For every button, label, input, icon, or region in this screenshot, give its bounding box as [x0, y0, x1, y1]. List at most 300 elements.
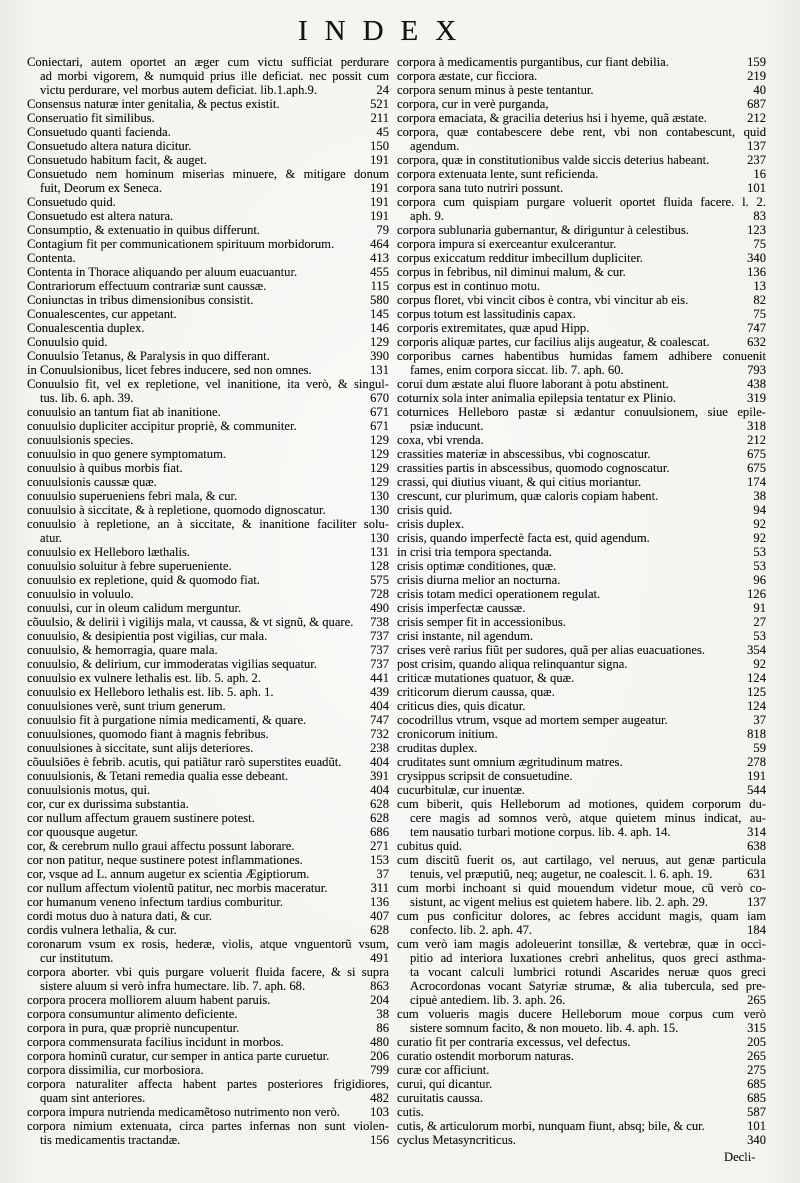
page-number: 92 [753, 657, 766, 671]
page-number: 464 [370, 237, 389, 251]
page-number: 101 [747, 181, 766, 195]
entry-text: Consuetudo habitum facit, & auget. [27, 153, 207, 167]
page-number: 82 [753, 293, 766, 307]
entry-text: conuulsionis motus, qui. [27, 783, 151, 797]
page-number: 404 [370, 755, 389, 769]
entry-text: conuulsio, & delirium, cur immoderatas vigilias sequatur. [27, 657, 317, 671]
entry-text: cum morbi inchoant si quid mouendum videtur moue, cũ verò co- [397, 881, 766, 895]
page-number: 45 [376, 125, 389, 139]
page-number: 575 [370, 573, 389, 587]
entry-line [27, 531, 389, 545]
index-entry [27, 503, 389, 517]
index-entry [27, 419, 389, 433]
entry-line [27, 797, 389, 811]
index-entry [27, 545, 389, 559]
entry-line [397, 909, 766, 923]
page-number: 137 [747, 895, 766, 909]
index-entry [27, 895, 389, 909]
index-entry [397, 937, 766, 1007]
index-entry [397, 489, 766, 503]
entry-text: crassities partis in abscessibus, quomodo cognoscatur. [397, 461, 670, 475]
entry-line [27, 405, 389, 419]
index-entry [397, 1077, 766, 1091]
entry-line [397, 839, 766, 853]
entry-line [27, 97, 389, 111]
index-entry [27, 937, 389, 965]
entry-line [27, 1077, 389, 1091]
entry-text: Coniunctas in tribus dimensionibus consistit. [27, 293, 254, 307]
entry-text: curatio fit per contraria excessus, vel defectus. [397, 1035, 631, 1049]
page-number: 793 [747, 363, 766, 377]
entry-text: corpora in pura, quæ propriè nuncupentur. [27, 1021, 240, 1035]
entry-line [27, 125, 389, 139]
index-entry [27, 55, 389, 97]
entry-line [397, 419, 766, 433]
entry-line [397, 1133, 766, 1147]
entry-text: cere magis ad somnos verò, atque quietem minus indicat, au- [410, 811, 766, 825]
page-number: 37 [753, 713, 766, 727]
entry-line [27, 391, 389, 405]
entry-text: cum volueris magis ducere Helleborum moue corpus cum verò [397, 1007, 766, 1021]
entry-line [27, 853, 389, 867]
entry-text: cutis. [397, 1105, 424, 1119]
page-number: 314 [747, 825, 766, 839]
page-number: 271 [370, 839, 389, 853]
entry-text: curæ cor afficiunt. [397, 1063, 490, 1077]
index-entry [27, 643, 389, 657]
entry-text: corpora æstate, cur ficciora. [397, 69, 538, 83]
entry-text: Contenta. [27, 251, 76, 265]
entry-text: corpora à medicamentis purgantibus, cur fiant debilia. [397, 55, 669, 69]
entry-text: Consensus naturæ inter genitalia, & pectus existit. [27, 97, 280, 111]
entry-text: corpora senum minus à peste tentantur. [397, 83, 594, 97]
entry-line [397, 83, 766, 97]
entry-line [27, 251, 389, 265]
index-entry [27, 727, 389, 741]
entry-text: tem nausatio turbari motione corpus. lib. 4. aph. 14. [410, 825, 671, 839]
page-number: 38 [376, 1007, 389, 1021]
page-number: 265 [747, 993, 766, 1007]
page-number: 521 [370, 97, 389, 111]
index-entry [27, 335, 389, 349]
entry-line [27, 685, 389, 699]
index-entry [27, 615, 389, 629]
index-entry [397, 153, 766, 167]
entry-line [397, 195, 766, 209]
index-entry [27, 769, 389, 783]
entry-line [397, 69, 766, 83]
index-entry [27, 1119, 389, 1147]
entry-line [397, 167, 766, 181]
index-entry [27, 601, 389, 615]
entry-line [27, 279, 389, 293]
page-number: 150 [370, 139, 389, 153]
page-number: 737 [370, 629, 389, 643]
entry-line [27, 475, 389, 489]
entry-line [397, 811, 766, 825]
entry-text: cor humanum veneno infectum tardius comburitur. [27, 895, 284, 909]
index-entry [27, 867, 389, 881]
page-number: 137 [747, 139, 766, 153]
entry-text: cõuulsio, & delirii ì vigilijs mala, vt caussa, & vt signũ, & quare. [27, 615, 354, 629]
index-entry [397, 307, 766, 321]
entry-text: cor non patitur, neque sustinere potest inflammationes. [27, 853, 303, 867]
page-number: 580 [370, 293, 389, 307]
page-number: 818 [747, 727, 766, 741]
page-number: 638 [747, 839, 766, 853]
page-number: 94 [753, 503, 766, 517]
page-number: 799 [370, 1063, 389, 1077]
index-entry [27, 139, 389, 153]
page-number: 27 [753, 615, 766, 629]
entry-line [397, 587, 766, 601]
entry-line [27, 923, 389, 937]
page-number: 75 [753, 307, 766, 321]
entry-text: corpora hominũ curatur, cur semper in antica parte curuetur. [27, 1049, 330, 1063]
entry-text: conuulsio soluitur à febre superueniente. [27, 559, 232, 573]
page-number: 13 [753, 279, 766, 293]
entry-line [397, 405, 766, 419]
entry-line [397, 1119, 766, 1133]
entry-line [27, 573, 389, 587]
entry-line [397, 517, 766, 531]
entry-line [27, 727, 389, 741]
entry-text: ad morbi vigorem, & numquid prius ille deficiat. nec possit cum [40, 69, 389, 83]
page-number: 153 [370, 853, 389, 867]
entry-line [27, 601, 389, 615]
index-entry [397, 335, 766, 349]
entry-text: corpora nimium extenuata, circa partes infernas non sunt violen- [27, 1119, 389, 1133]
index-entry [397, 1063, 766, 1077]
entry-line [397, 797, 766, 811]
entry-line [397, 629, 766, 643]
entry-text: coxa, vbi vrenda. [397, 433, 484, 447]
entry-text: conuulsio à quibus morbis fiat. [27, 461, 183, 475]
index-entry [397, 881, 766, 909]
entry-text: conuulsio, & desipientia post vigilias, cur mala. [27, 629, 268, 643]
index-entry [27, 307, 389, 321]
entry-text: corpora procera molliorem aluum habent paruis. [27, 993, 271, 1007]
entry-text: corpus exiccatum redditur imbecillum dupliciter. [397, 251, 643, 265]
index-entry [27, 1049, 389, 1063]
entry-text: Conuulsio quid. [27, 335, 108, 349]
entry-line [27, 167, 389, 181]
entry-line [27, 1063, 389, 1077]
page-number: 92 [753, 531, 766, 545]
entry-text: cipuè antediem. lib. 3. aph. 26. [410, 993, 566, 1007]
entry-line [27, 307, 389, 321]
page-number: 129 [370, 475, 389, 489]
index-entry [27, 699, 389, 713]
entry-text: corpora, cur in verè purganda, [397, 97, 549, 111]
index-entry [397, 1035, 766, 1049]
entry-line [27, 615, 389, 629]
entry-line [397, 363, 766, 377]
page-number: 490 [370, 601, 389, 615]
entry-text: curuitatis caussa. [397, 1091, 484, 1105]
page-number: 211 [370, 111, 389, 125]
page-number: 404 [370, 699, 389, 713]
index-entry [27, 517, 389, 545]
entry-line [397, 657, 766, 671]
index-entry [397, 1007, 766, 1035]
index-entry [27, 349, 389, 363]
page-number: 391 [370, 769, 389, 783]
entry-text: victu perdurare, vel morbus autem deficiat. lib.1.aph.9. [40, 83, 317, 97]
entry-text: cur institutum. [40, 951, 114, 965]
entry-text: conuulsiones verè, sunt trium generum. [27, 699, 226, 713]
index-entry [397, 741, 766, 755]
entry-line [397, 377, 766, 391]
entry-text: crisi instante, nil agendum. [397, 629, 534, 643]
index-entry [397, 83, 766, 97]
entry-text: psiæ inducunt. [410, 419, 484, 433]
page-number: 204 [370, 993, 389, 1007]
index-entry [397, 909, 766, 937]
entry-line [27, 209, 389, 223]
page-number: 103 [370, 1105, 389, 1119]
index-entry [397, 727, 766, 741]
right-column [397, 55, 766, 1147]
index-entry [27, 965, 389, 993]
page-number: 24 [376, 83, 389, 97]
index-entry [397, 573, 766, 587]
entry-text: conuulsio superueniens febri mala, & cur. [27, 489, 238, 503]
entry-line [27, 489, 389, 503]
index-entry [27, 447, 389, 461]
page-number: 125 [747, 685, 766, 699]
index-entry [397, 279, 766, 293]
page-number: 146 [370, 321, 389, 335]
page-number: 219 [747, 69, 766, 83]
entry-text: Contagium fit per communicationem spirituum morbidorum. [27, 237, 335, 251]
entry-text: Conualescentia duplex. [27, 321, 145, 335]
index-entry [397, 699, 766, 713]
entry-text: conuulsio ex repletione, quid & quomodo fiat. [27, 573, 260, 587]
entry-line [397, 881, 766, 895]
index-entry [27, 363, 389, 377]
entry-text: tus. lib. 6. aph. 39. [40, 391, 134, 405]
entry-line [397, 125, 766, 139]
entry-text: conuulsio ex Helleboro læthalis. [27, 545, 190, 559]
entry-line [27, 517, 389, 531]
entry-text: corpora cum quispiam purgare voluerit oportet fluida facere. l. 2. [397, 195, 766, 209]
entry-text: corpora aborter. vbi quis purgare voluerit fluida facere, & si supra [27, 965, 389, 979]
index-entry [27, 671, 389, 685]
entry-line [397, 573, 766, 587]
index-entry [27, 853, 389, 867]
entry-text: conuulsio ex vulnere lethalis est. lib. 5. aph. 2. [27, 671, 261, 685]
index-entry [397, 755, 766, 769]
index-entry [397, 181, 766, 195]
index-entry [27, 167, 389, 195]
page-number: 212 [747, 433, 766, 447]
entry-line [397, 741, 766, 755]
index-entry [27, 923, 389, 937]
entry-text: conuulsionis species. [27, 433, 134, 447]
page-number: 129 [370, 433, 389, 447]
entry-line [27, 433, 389, 447]
entry-line [397, 139, 766, 153]
page-number: 37 [376, 867, 389, 881]
entry-text: in crisi tria tempora spectanda. [397, 545, 552, 559]
entry-text: Consuetudo quid. [27, 195, 116, 209]
index-title: INDEX [298, 15, 474, 47]
index-entry [397, 1119, 766, 1133]
entry-text: agendum. [410, 139, 460, 153]
entry-line [27, 839, 389, 853]
index-entry [27, 825, 389, 839]
entry-text: quam sint anteriores. [40, 1091, 146, 1105]
page-number: 174 [747, 475, 766, 489]
index-entry [397, 783, 766, 797]
entry-line [397, 181, 766, 195]
index-entry [27, 1105, 389, 1119]
entry-text: sistere aluum si verò infra humectare. lib. 7. aph. 68. [40, 979, 306, 993]
page-number: 75 [753, 237, 766, 251]
entry-line [397, 391, 766, 405]
page-number: 129 [370, 335, 389, 349]
index-entry [27, 909, 389, 923]
page-number: 159 [747, 55, 766, 69]
entry-text: tis medicamentis tractandæ. [40, 1133, 181, 1147]
entry-text: Coniectari, autem oportet an æger cum victu sufficiat perdurare [27, 55, 389, 69]
page-number: 130 [370, 531, 389, 545]
entry-line [397, 895, 766, 909]
page-number: 205 [747, 1035, 766, 1049]
entry-line [27, 825, 389, 839]
entry-text: cocodrillus vtrum, vsque ad mortem semper augeatur. [397, 713, 668, 727]
page-number: 130 [370, 489, 389, 503]
page-number: 340 [747, 1133, 766, 1147]
page-number: 191 [370, 153, 389, 167]
entry-text: corpora commensurata facilius incidunt in morbos. [27, 1035, 284, 1049]
index-entry [27, 195, 389, 209]
entry-text: coronarum vsum ex rosis, hederæ, violis, atque vnguentorũ vsum, [27, 937, 389, 951]
page-number: 737 [370, 643, 389, 657]
entry-text: conuulsio in voluulo. [27, 587, 134, 601]
page-number: 628 [370, 797, 389, 811]
entry-line [27, 265, 389, 279]
entry-text: corpus totum est lassitudinis capax. [397, 307, 576, 321]
entry-text: sistere somnum facito, & non moueto. lib. 4. aph. 15. [410, 1021, 679, 1035]
index-entry [397, 223, 766, 237]
page-number: 136 [370, 895, 389, 909]
entry-line [397, 643, 766, 657]
entry-line [27, 741, 389, 755]
entry-line [27, 321, 389, 335]
entry-text: in Conuulsionibus, licet febres inducere, sed non omnes. [27, 363, 312, 377]
index-entry [397, 545, 766, 559]
page-number: 671 [370, 419, 389, 433]
entry-line [27, 937, 389, 951]
entry-line [397, 153, 766, 167]
page-number: 206 [370, 1049, 389, 1063]
page-number: 687 [747, 97, 766, 111]
entry-line [27, 587, 389, 601]
index-entry [397, 405, 766, 433]
entry-text: tenuis, vel præputiũ, neq; augetur, ne coalescit. l. 6. aph. 19. [410, 867, 713, 881]
entry-line [397, 559, 766, 573]
entry-text: crisis duplex. [397, 517, 465, 531]
index-entry [397, 111, 766, 125]
entry-text: conuulsi, cur in oleum calidum merguntur. [27, 601, 242, 615]
entry-text: cor, vsque ad L. annum augetur ex scientia Ægiptiorum. [27, 867, 310, 881]
catchword: Decli- [724, 1150, 756, 1164]
entry-line [27, 643, 389, 657]
page-number: 145 [370, 307, 389, 321]
index-entry [27, 1007, 389, 1021]
entry-text: crisis semper fit in accessionibus. [397, 615, 566, 629]
index-entry [397, 559, 766, 573]
entry-line [397, 279, 766, 293]
entry-line [397, 755, 766, 769]
entry-line [397, 1105, 766, 1119]
index-entry [397, 769, 766, 783]
index-entry [397, 1091, 766, 1105]
entry-line [27, 335, 389, 349]
entry-text: cubitus quid. [397, 839, 463, 853]
entry-line [27, 951, 389, 965]
entry-text: crassities materiæ in abscessibus, vbi cognoscatur. [397, 447, 651, 461]
entry-line [397, 433, 766, 447]
entry-line [27, 1091, 389, 1105]
entry-line [27, 1119, 389, 1133]
page-number: 86 [376, 1021, 389, 1035]
entry-line [27, 447, 389, 461]
entry-line [397, 783, 766, 797]
index-entry [27, 489, 389, 503]
page-number: 275 [747, 1063, 766, 1077]
entry-text: cor nullum affectum grauem sustinere potest. [27, 811, 255, 825]
index-entry [27, 797, 389, 811]
entry-text: atur. [40, 531, 63, 545]
entry-line [397, 615, 766, 629]
page-number: 628 [370, 811, 389, 825]
index-entry [27, 265, 389, 279]
page-number: 92 [753, 517, 766, 531]
page-number: 126 [747, 587, 766, 601]
page-number: 237 [747, 153, 766, 167]
page-number: 115 [370, 279, 389, 293]
index-entry [27, 475, 389, 489]
entry-line [27, 1049, 389, 1063]
entry-text: conuulsio an tantum fiat ab inanitione. [27, 405, 221, 419]
entry-line [397, 1007, 766, 1021]
entry-line [27, 965, 389, 979]
page-number: 318 [747, 419, 766, 433]
page-number: 53 [753, 545, 766, 559]
entry-text: cruditates sunt omnium ægritudinum matres. [397, 755, 623, 769]
entry-text: conuulsio à repletione, an à siccitate, & inanitione faciliter solu- [27, 517, 389, 531]
entry-line [397, 461, 766, 475]
entry-line [27, 181, 389, 195]
entry-text: cutis, & articulorum morbi, nunquam fiunt, absq; bile, & cur. [397, 1119, 705, 1133]
page-number: 728 [370, 587, 389, 601]
entry-line [397, 979, 766, 993]
index-entry [397, 517, 766, 531]
entry-text: conuulsio dupliciter accipitur propriè, & communiter. [27, 419, 297, 433]
entry-line [397, 503, 766, 517]
page-number: 79 [376, 223, 389, 237]
index-entry [397, 713, 766, 727]
page-number: 632 [747, 335, 766, 349]
entry-line [27, 461, 389, 475]
page-number: 40 [753, 83, 766, 97]
entry-text: conuulsio à siccitate, & à repletione, quomodo dignoscatur. [27, 503, 326, 517]
entry-text: Consuetudo est altera natura. [27, 209, 174, 223]
index-entry [397, 195, 766, 223]
